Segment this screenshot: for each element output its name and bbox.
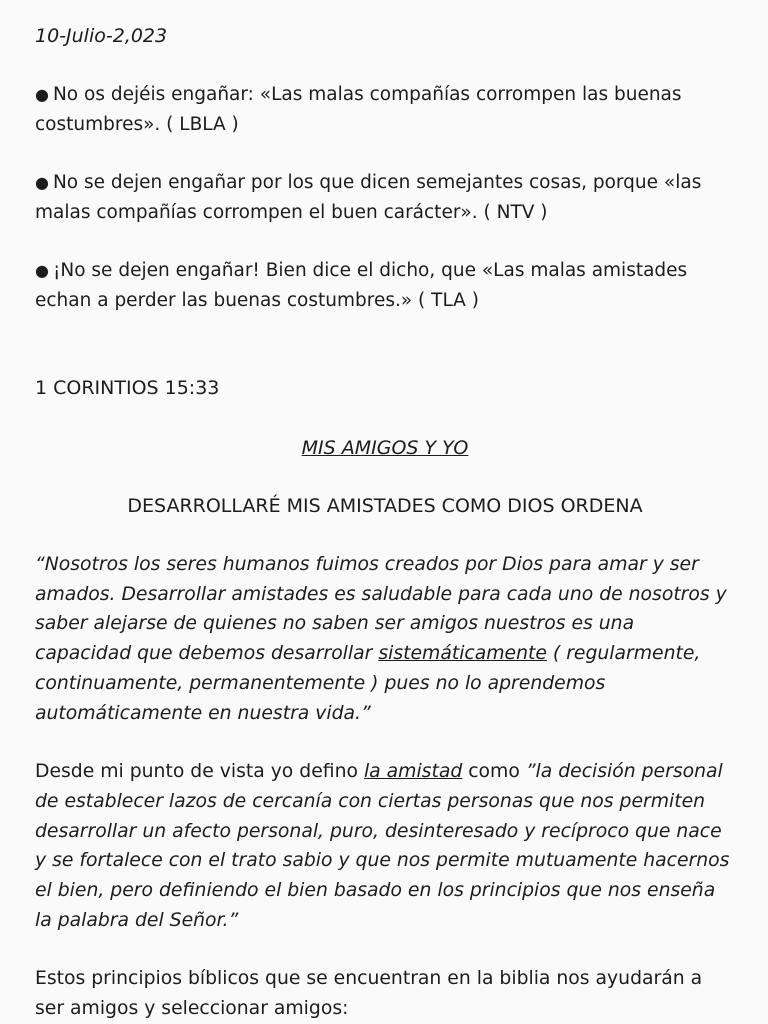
bullet-icon: ● <box>35 261 49 280</box>
definition-text: ”la decisión personal de establecer lazos de cercanía con ciertas personas que nos permiten desarrollar un afecto personal, puro, desinteresado y recíproco que nace y se fortalece con el trato sabio y que nos permite mutuamente hacernos el bien, pero definiendo el bien basado en los principios que nos enseña la palabra del Señor.” <box>35 761 730 931</box>
definition-intro: Desde mi punto de vista yo defino <box>35 761 364 783</box>
bullet-icon: ● <box>35 173 49 192</box>
page-title: MIS AMIGOS Y YO <box>301 437 469 459</box>
verse-text: No os dejéis engañar: «Las malas compañías corrompen las buenas costumbres». ( LBLA ) <box>35 84 682 135</box>
document-page <box>35 18 735 1024</box>
principles-intro: Estos principios bíblicos que se encuentran en la biblia nos ayudarán a ser amigos y seleccionar amigos: <box>35 968 703 1020</box>
definition-connector: como <box>462 761 526 783</box>
quote-text-start: “Nosotros los seres humanos fuimos creados por Dios para amar y ser amados. Desarrollar amistades es saludable para cada uno de nosotros y saber alejarse de quienes no saben ser amigos nuestros es una capacidad que debemos desarrollar <box>35 554 727 665</box>
verse-lbla <box>35 80 735 139</box>
bullet-icon: ● <box>35 85 49 104</box>
verse-ntv <box>35 168 735 227</box>
friendship-definition <box>35 757 735 935</box>
page-subtitle: DESARROLLARÉ MIS AMISTADES COMO DIOS ORDENA <box>127 495 643 517</box>
verse-text: No se dejen engañar por los que dicen semejantes cosas, porque «las malas compañías corrompen el buen carácter». ( NTV ) <box>35 172 702 223</box>
verse-text: ¡No se dejen engañar! Bien dice el dicho, que «Las malas amistades echan a perder las buenas costumbres.» ( TLA ) <box>35 260 688 311</box>
date-heading: 10-Julio-2,023 <box>35 25 168 47</box>
quote-text-end: ( regularmente, continuamente, permanentemente ) pues no lo aprendemos automáticamente en nuestra vida.” <box>35 643 701 724</box>
definition-term: la amistad <box>363 761 463 783</box>
bible-reference: 1 CORINTIOS 15:33 <box>35 377 220 399</box>
quote-underlined-word: sistemáticamente <box>378 643 547 665</box>
intro-quote <box>35 550 735 728</box>
verse-tla <box>35 256 735 315</box>
